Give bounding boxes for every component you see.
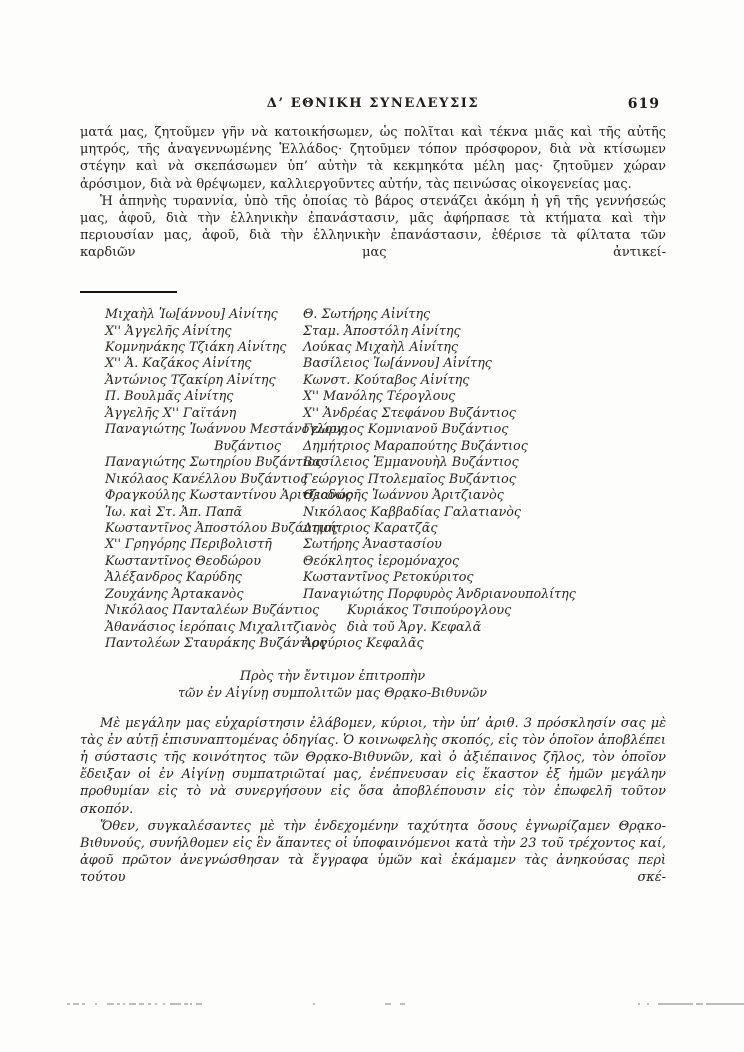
scan-artifact-dash: [163, 1003, 165, 1005]
signature-name-left: Παναγιώτης Ἰωάννου Μεστάνογλους: [105, 421, 348, 437]
signature-row: [105, 471, 666, 487]
signature-name-right: Χ'' Μανόλης Τέρογλους: [303, 388, 456, 404]
signature-name-left: Ἰω. καὶ Στ. Ἀπ. Παπᾶ: [105, 503, 243, 519]
signature-name-left: Ζουχάνης Ἀρτακανὸς: [105, 585, 244, 601]
signature-row: [105, 438, 666, 454]
signature-row: [105, 454, 666, 470]
signature-name-left: Χ'' Ἀ. Καζάκος Αἰνίτης: [105, 355, 252, 371]
signature-row: [105, 388, 666, 404]
scan-artifact-dash: [139, 1003, 144, 1005]
page-number: 619: [627, 96, 660, 112]
signature-name-right: Γεώργιος Πτολεμαῖος Βυζάντιος: [303, 470, 516, 486]
address-heading-line1: Πρὸς τὴν ἔντιμον ἐπιτροπὴν: [239, 668, 426, 684]
paragraph-continuation: ματά μας, ζητοῦμεν γῆν νὰ κατοικήσωμεν, ὡς πολῖται καὶ τέκνα μιᾶς καὶ τῆς αὐτῆς μητρός, τῆς ἀναγεννωμένης Ἑλλάδος· ζητοῦμεν τόπον πρόσφορον, διὰ νὰ κτίσωμεν στέγην καὶ νὰ σκεπάσωμεν ὑπ’ αὐτὴν τὰ κεκμηκότα μέλη μας· ζητοῦμεν χώραν ἀρόσιμον, διὰ νὰ θρέψωμεν, καλλιεργοῦντες αὐτήν, τὰς πεινώσας οἰκογενείας μας.: [80, 125, 666, 192]
signature-name-right: Δημήτριος Καρατζᾶς: [303, 520, 438, 536]
signature-row: [105, 569, 666, 585]
scan-artifact-dash: [170, 1003, 181, 1005]
signature-row: [105, 553, 666, 569]
signature-row: [105, 405, 666, 421]
paragraph-reply: Μὲ μεγάλην μας εὐχαρίστησιν ἐλάβομεν, κύριοι, τὴν ὑπ’ ἀριθ. 3 πρόσκλησίν σας μὲ τὰς ἐν αὐτῇ ἐπισυναπτομένας ὁδηγίας. Ὁ κοινωφελὴς σκοπός, εἰς τὸν ὁποῖον ἀποβλέπει ἡ σύστασις τῆς κοινότητος τῶν Θρᾳκο-Βιθυνῶν, καὶ ὁ ἀξιέπαινος ζῆλος, τὸν ὁποῖον ἔδειξαν οἱ ἐν Αἰγίνῃ συμπατριῶταί μας, ἐνέπνευσαν εἰς ἕκαστον ἐξ ἡμῶν μεγάλην προθυμίαν εἰς τὸ νὰ συνεργήσουν εἰς ὅσα ἀποβλέπουσιν εἰς τὸν ἐπωφελῆ τοῦτον σκοπόν.: [80, 715, 666, 817]
signature-row: [105, 635, 666, 651]
signature-name-right: Νικόλαος Καββαδίας Γαλατιανὸς: [303, 503, 522, 519]
signature-name-left: Κομνηνάκης Τζιάκη Αἰνίτης: [105, 339, 287, 355]
scan-artifact-dash: [117, 1003, 120, 1005]
scan-artifact-dash: [107, 1003, 114, 1005]
scan-artifact-dash: [67, 1003, 70, 1005]
scan-artifact-dash: [184, 1003, 188, 1005]
signature-row: [105, 339, 666, 355]
signature-row: [105, 504, 666, 520]
paragraph-assembly: Ὅθεν, συγκαλέσαντες μὲ τὴν ἐνδεχομένην ταχύτητα ὅσους ἐγνωρίζαμεν Θρᾳκο-Βιθυνούς, συνήλθομεν εἰς ἓν ἅπαντες οἱ ὑποφαινόμενοι κατὰ τὴν 23 τοῦ τρέχοντος καί, ἀφοῦ πρῶτον ἀνεγνώσθησαν τὰ ἔγγραφα ὑμῶν καὶ ἐκάμαμεν τὰς ἀνηκούσας περὶ τούτου σκέ-: [80, 818, 666, 886]
signature-name-right: Σταμ. Ἀποστόλη Αἰνίτης: [303, 322, 461, 338]
address-heading-line2: τῶν ἐν Αἰγίνῃ συμπολιτῶν μας Θρᾳκο-Βιθυνῶν: [177, 686, 488, 702]
signature-row: [105, 306, 666, 322]
scan-artifact-dash: [638, 1003, 640, 1005]
signature-name-right: Βασίλειος Ἐμμανουὴλ Βυζάντιος: [303, 454, 519, 470]
signature-name-left: Βυζάντιος: [214, 437, 281, 453]
signature-name-right: Θ. Σωτήρης Αἰνίτης: [303, 306, 431, 322]
text-block: [80, 96, 666, 887]
signature-name-left: Νικόλαος Πανταλέων Βυζάντιος: [105, 602, 320, 618]
signature-name-right: Σωτήρης Ἀναστασίου: [303, 536, 442, 552]
signature-name-left: Κωσταντῖνος Θεοδώρου: [105, 552, 261, 568]
signature-name-right: διὰ τοῦ Ἀργ. Κεφαλᾶ: [347, 618, 482, 634]
scan-artifact-dash: [95, 1003, 97, 1005]
scan-artifact-dash: [400, 1003, 405, 1005]
signature-name-left: Π. Βουλμᾶς Αἰνίτης: [105, 388, 234, 404]
signature-name-right: Δημήτριος Μαραπούτης Βυζάντιος: [303, 437, 528, 453]
signature-name-left: Νικόλαος Κανέλλου Βυζάντιος: [105, 470, 308, 486]
signature-name-right: Λούκας Μιχαὴλ Αἰνίτης: [303, 339, 458, 355]
signature-row: [105, 602, 666, 618]
signature-row: [105, 372, 666, 388]
signature-separator-rule: [80, 291, 177, 294]
scan-artifact-dash: [148, 1003, 151, 1005]
signature-name-left: Ἀντώνιος Τζακίρη Αἰνίτης: [105, 371, 276, 387]
scan-artifact-dash: [155, 1003, 157, 1005]
signature-name-right: Θεόκλητος ἱερομόναχος: [303, 552, 460, 568]
signature-name-left: Ἀθανάσιος ἱερόπαις Μιχαλιτζιανὸς: [105, 618, 337, 634]
signature-name-left: Χ'' Ἀγγελῆς Αἰνίτης: [105, 322, 232, 338]
signature-name-left: Χ'' Γρηγόρης Περιβολιστῆ: [105, 536, 272, 552]
signature-name-right: Γεώργιος Κομνιανοῦ Βυζάντιος: [303, 421, 509, 437]
signature-name-left: Ἀλέξανδρος Καρύδης: [105, 569, 242, 585]
scan-artifact-dash: [313, 1003, 315, 1005]
signature-row: [105, 536, 666, 552]
signature-name-right: Κωνστ. Κούταβος Αἰνίτης: [303, 371, 470, 387]
running-head: [80, 96, 666, 114]
scan-artifact-dash: [385, 1003, 391, 1005]
signature-name-right: Κυριάκος Τσιπούρογλους: [347, 602, 512, 618]
signature-row: [105, 421, 666, 437]
signature-name-right: Ἀργύριος Κεφαλᾶς: [303, 635, 424, 651]
signature-name-right: Παναγιώτης Πορφυρὸς Ἀνδριανουπολίτης: [303, 585, 576, 601]
signature-name-right: Θεοδωρῆς Ἰωάννου Ἀριτζιανὸς: [303, 487, 504, 503]
signature-row: [105, 586, 666, 602]
scan-artifact-dash: [129, 1003, 136, 1005]
signature-name-left: Παντολέων Σταυράκης Βυζάντιος: [105, 635, 327, 651]
signature-list: [105, 306, 666, 652]
signature-row: [105, 355, 666, 371]
address-heading: [80, 668, 585, 703]
signature-row: [105, 619, 666, 635]
scan-artifact-dash: [647, 1003, 649, 1005]
signature-row: [105, 487, 666, 503]
signature-name-left: Φραγκούλης Κωσταντίνου Ἀριτζιανός: [105, 487, 352, 503]
scan-artifact-dash: [123, 1003, 125, 1005]
paragraph-tyranny: Ἡ ἀπηνὴς τυραννία, ὑπὸ τῆς ὁποίας τὸ βάρος στενάζει ἀκόμη ἡ γῆ τῆς γεννήσεώς μας, ἀφοῦ, διὰ τὴν ἑλληνικὴν ἐπανάστασιν, μᾶς ἀφήρπασε τὰ κτήματα καὶ τὴν περιουσίαν μας, ἀφοῦ, διὰ τὴν ἑλληνικὴν ἐπανάστασιν, ἐθέρισε τὰ φίλτατα τῶν καρδιῶν μας ἀντικεί-: [80, 193, 666, 261]
signature-row: [105, 323, 666, 339]
scan-artifact-dash: [658, 1003, 693, 1005]
signature-name-left: Κωσταντῖνος Ἀποστόλου Βυζάντιος: [105, 520, 339, 536]
scan-artifact-dash: [196, 1003, 202, 1005]
signature-name-left: Παναγιώτης Σωτηρίου Βυζάντιος: [105, 454, 323, 470]
scan-artifact-dash: [696, 1003, 703, 1005]
scan-artifact-dash: [190, 1003, 192, 1005]
signature-name-left: Μιχαὴλ Ἰω[άννου] Αἰνίτης: [105, 306, 278, 322]
signature-name-right: Κωσταντῖνος Ρετοκύριτος: [303, 569, 474, 585]
signature-name-right: Βασίλειος Ἰω[άννου] Αἰνίτης: [303, 355, 492, 371]
signature-name-left: Ἀγγελῆς Χ'' Γαϊτάνη: [105, 404, 237, 420]
scan-artifact-dash: [82, 1003, 85, 1005]
running-title: Δ’ ΕΘΝΙΚΗ ΣΥΝΕΛΕΥΣΙΣ: [266, 96, 480, 111]
signature-name-right: Χ'' Ἀνδρέας Στεφάνου Βυζάντιος: [303, 404, 516, 420]
signature-row: [105, 520, 666, 536]
scan-artifact-dash: [706, 1003, 744, 1005]
scan-artifact-dash: [73, 1003, 79, 1005]
